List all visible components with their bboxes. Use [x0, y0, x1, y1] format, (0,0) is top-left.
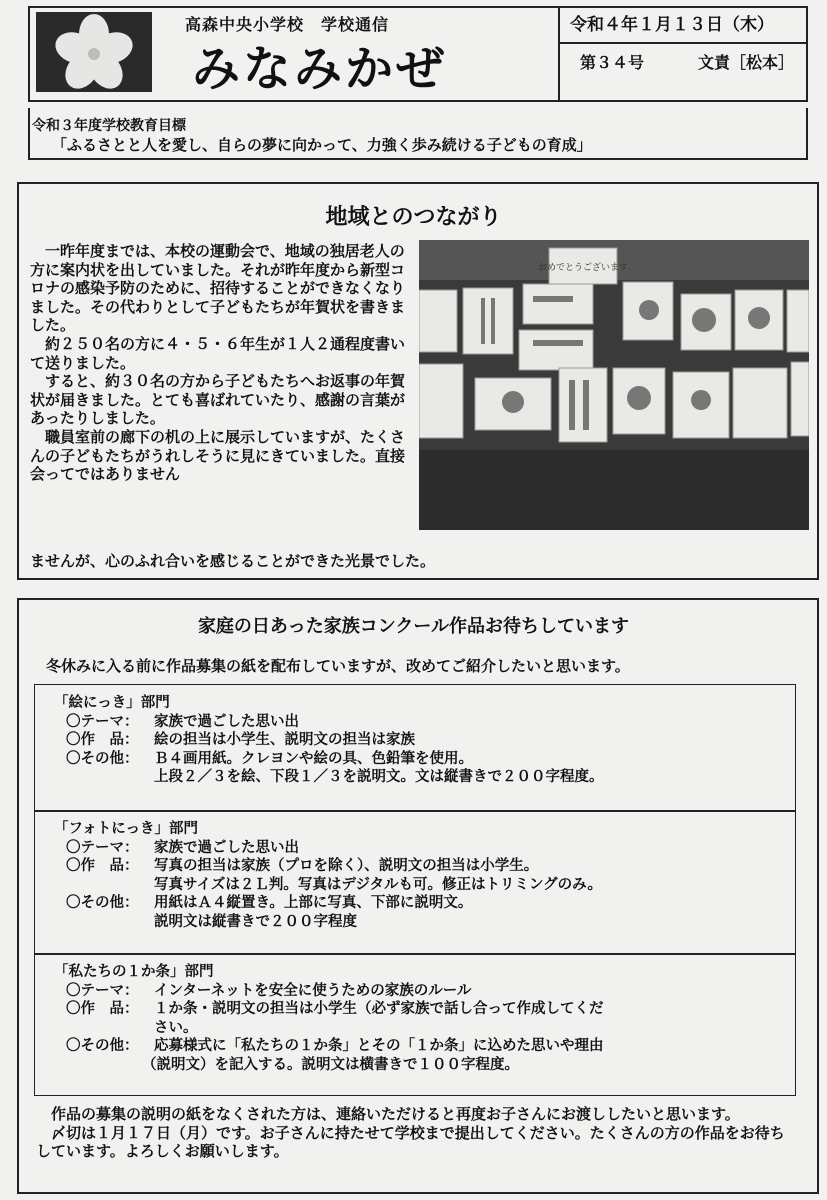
- table-divider: [34, 810, 796, 812]
- photo-card-text: おめでとうございます: [537, 263, 629, 273]
- new-year-cards-illustration: [419, 240, 809, 530]
- paragraph: 一昨年度までは、本校の運動会で、地域の独居老人の方に案内状を出していました。それが昨年度から新型コロナの感染予防のために、招待することができなくなりました。その代わりとして子どもたちが年賀状を書きました。: [30, 242, 406, 335]
- editor-credit: 文責［松本］: [698, 53, 795, 72]
- header-divider-right: [558, 42, 808, 44]
- goal-text: 「ふるさとと人を愛し、自らの夢に向かって、力強く歩み続ける子どもの育成」: [52, 136, 592, 154]
- goal-title: 令和３年度学校教育目標: [32, 118, 186, 134]
- section-contest-title: 家庭の日あった家族コンクール作品お待ちしています: [197, 616, 630, 637]
- section-community-body: [30, 242, 413, 484]
- section-community-last-line: ませんが、心のふれ合いを感じることができた光景でした。: [30, 552, 436, 570]
- department-e-nikki: 「絵にっき」部門 〇テーマ： 家族で過ごした思い出 〇作 品： 絵の担当は小学生、説明文の担当は家族 〇その他： Ｂ４画用紙。クレヨンや絵の具、色鉛筆を使用。 上段２／３を絵、下段１／３を説明文。文は縦書きで２００字程度。: [54, 695, 604, 785]
- school-name: 高森中央小学校 学校通信: [185, 15, 390, 34]
- paragraph: 作品の募集の説明の紙をなくされた方は、連絡いただけると再度お子さんにお渡ししたいと思います。: [51, 1105, 740, 1123]
- paragraph: 職員室前の廊下の机の上に展示していますが、たくさんの子どもたちがうれしそうに見にきていました。直接会ってではありません: [30, 427, 406, 484]
- department-photo-nikki: 「フォトにっき」部門 〇テーマ： 家族で過ごした思い出 〇作 品： 写真の担当は家族（プロを除く）、説明文の担当は小学生。 写真サイズは２Ｌ判。写真はデジタルも可。修正はトリミングのみ。 〇その他： 用紙はＡ４縦置き。上部に写真、下部に説明文。 説明文は縦書きで２００字程度: [54, 821, 603, 930]
- header-divider-left: [558, 6, 560, 102]
- paragraph: すると、約３０名の方から子どもたちへお返事の年賀状が届きました。とても喜ばれていたり、感謝の言葉があったりしました。: [30, 372, 406, 428]
- section-community-title: 地域とのつながり: [325, 205, 502, 230]
- table-divider: [34, 953, 796, 955]
- issue-date: 令和４年１月１３日（木）: [570, 15, 774, 35]
- section-contest-closing: [36, 1105, 796, 1161]
- paragraph: 約２５０名の方に４・５・６年生が１人２通程度書いて送りました。: [30, 334, 406, 372]
- paragraph: 〆切は１月１７日（月）です。お子さんに持たせて学校まで提出してください。たくさんの方の作品をお待ちしています。よろしくお願いします。: [36, 1123, 785, 1160]
- department-name: 「私たちの１か条」部門: [54, 964, 214, 980]
- school-logo: [36, 12, 152, 92]
- new-year-cards-photo: [419, 240, 809, 530]
- department-name: 「フォトにっき」部門: [54, 821, 198, 837]
- newsletter-title: みなみかぜ: [192, 41, 448, 97]
- issue-number: 第３４号: [580, 53, 645, 72]
- department-name: 「絵にっき」部門: [54, 695, 170, 711]
- department-ikkajo: 「私たちの１か条」部門 〇テーマ： インターネットを安全に使うための家族のルール 〇作 品： １か条・説明文の担当は小学生（必ず家族で話し合って作成してくだ さい。 〇その他： 応募様式に「私たちの１か条」とその「１か条」に込めた思いや理由 （説明文）を記入する。説明文は横書きで１００字程度。: [54, 964, 604, 1073]
- section-contest-intro: 冬休みに入る前に作品募集の紙を配布していますが、改めてご紹介したいと思います。: [46, 657, 630, 675]
- sakura-flower-icon: [36, 12, 152, 92]
